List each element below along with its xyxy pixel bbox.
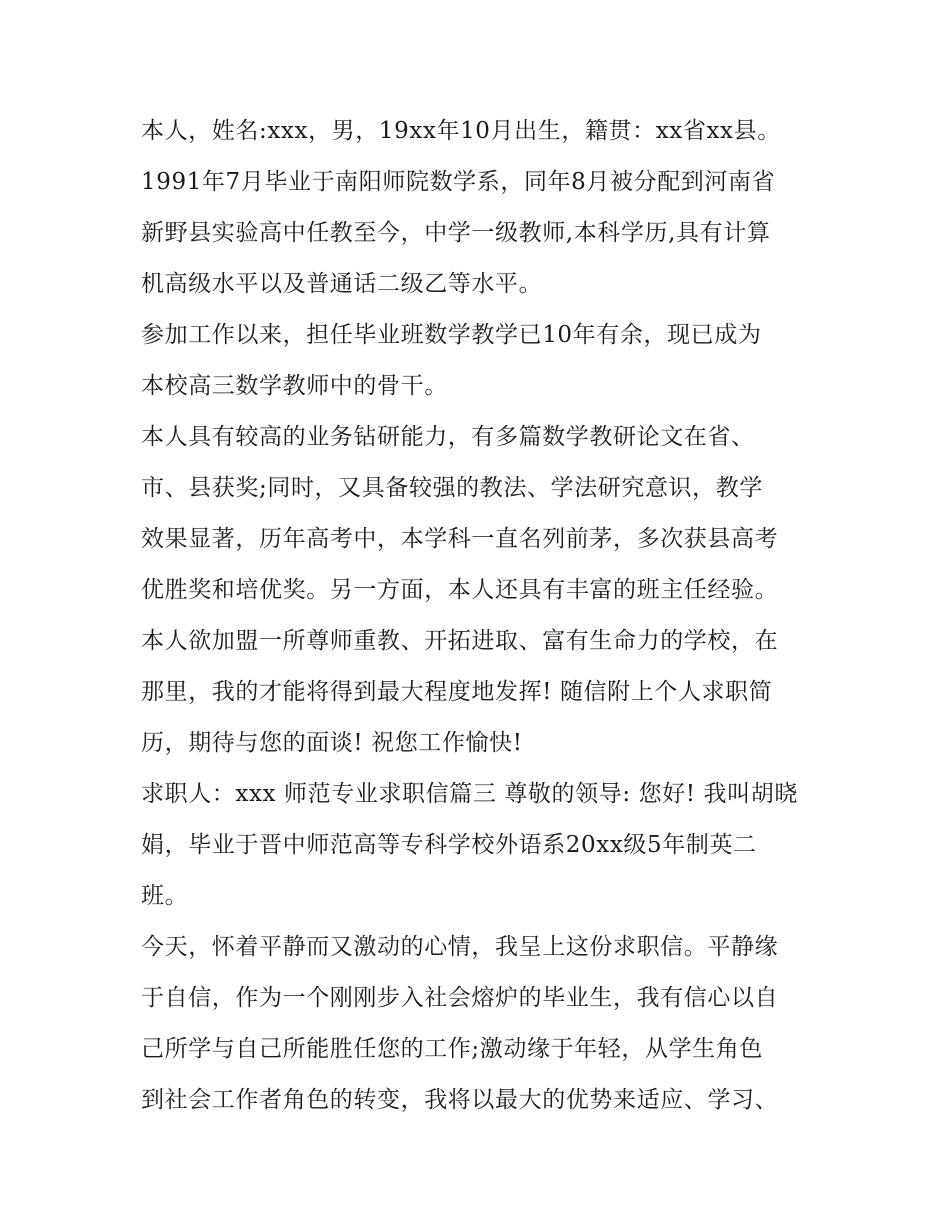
text-line: 本校高三数学教师中的骨干。 bbox=[141, 373, 448, 399]
text-line: 本人欲加盟一所尊师重教、开拓进取、富有生命力的学校，在 bbox=[141, 628, 779, 654]
text-line: 机高级水平以及普通话二级乙等水平。 bbox=[141, 271, 543, 297]
document-body bbox=[141, 106, 821, 1126]
text-line: 效果显著，历年高考中，本学科一直名列前茅，多次获县高考 bbox=[141, 526, 779, 552]
text-line: 本人，姓名:xxx，男，19xx年10月出生，籍贯：xx省xx县。 bbox=[141, 118, 781, 144]
text-line: 历，期待与您的面谈! 祝您工作愉快! bbox=[141, 730, 523, 756]
text-line: 参加工作以来，担任毕业班数学教学已10年有余，现已成为 bbox=[141, 322, 762, 348]
text-line: 今天，怀着平静而又激动的心情，我呈上这份求职信。平静缘 bbox=[141, 934, 779, 960]
text-line: 到社会工作者角色的转变，我将以最大的优势来适应、学习、 bbox=[141, 1087, 779, 1113]
text-line: 己所学与自己所能胜任您的工作;激动缘于年轻，从学生角色 bbox=[141, 1036, 763, 1062]
text-line: 班。 bbox=[141, 883, 189, 909]
text-line: 优胜奖和培优奖。另一方面，本人还具有丰富的班主任经验。 bbox=[141, 577, 779, 603]
text-line: 那里，我的才能将得到最大程度地发挥! 随信附上个人求职简 bbox=[141, 679, 773, 705]
text-line: 求职人：xxx 师范专业求职信篇三 尊敬的领导: 您好! 我叫胡晓 bbox=[141, 781, 798, 807]
text-line: 于自信，作为一个刚刚步入社会熔炉的毕业生，我有信心以自 bbox=[141, 985, 779, 1011]
text-line: 市、县获奖;同时，又具备较强的教法、学法研究意识，教学 bbox=[141, 475, 763, 501]
text-line: 1991年7月毕业于南阳师院数学系，同年8月被分配到河南省 bbox=[141, 169, 776, 195]
text-line: 本人具有较高的业务钻研能力，有多篇数学教研论文在省、 bbox=[141, 424, 755, 450]
text-line: 娟，毕业于晋中师范高等专科学校外语系20xx级5年制英二 bbox=[141, 832, 757, 858]
text-line: 新野县实验高中任教至今，中学一级教师,本科学历,具有计算 bbox=[141, 220, 771, 246]
